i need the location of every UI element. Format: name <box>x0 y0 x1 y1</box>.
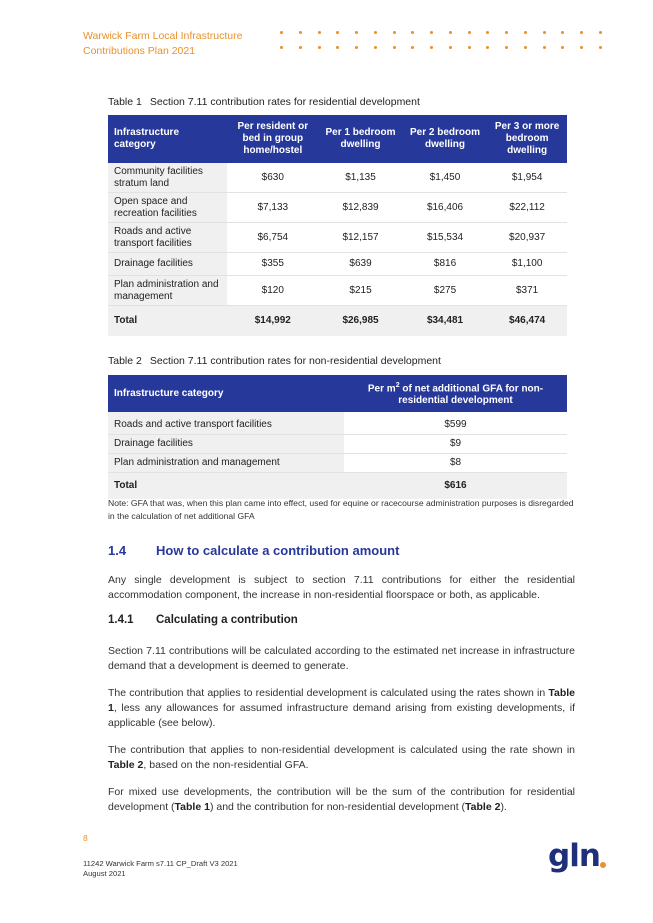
residential-rates-table <box>108 115 567 336</box>
t2-cell: $9 <box>344 435 567 454</box>
table-row <box>108 163 567 193</box>
t2-header-rate <box>344 375 567 412</box>
header-title-line2: Contributions Plan 2021 <box>83 45 196 57</box>
logo-text: gln <box>548 838 600 874</box>
paragraph-2 <box>108 686 575 731</box>
decorative-dot <box>505 31 508 34</box>
t1-cell: $215 <box>318 276 403 306</box>
section-heading <box>108 543 399 558</box>
paragraph-4 <box>108 785 575 815</box>
table-note: Note: GFA that was, when this plan came into effect, used for equine or racecourse administration purposes is disregarded in the calculation of net additional GFA <box>108 498 574 521</box>
t1-total-cell: $46,474 <box>487 306 567 337</box>
t1-cell: Community facilities stratum land <box>108 163 227 193</box>
t1-cell: $355 <box>227 253 318 276</box>
t1-cell: Plan administration and management <box>108 276 227 306</box>
t1-cell: $7,133 <box>227 193 318 223</box>
table-total-row <box>108 306 567 337</box>
p4-text-a: For mixed use developments, the contribution will be the sum of the contribution for residential development ( <box>108 786 575 813</box>
subsection-title: Calculating a contribution <box>156 614 298 626</box>
decorative-dot <box>299 31 302 34</box>
table2-caption <box>108 355 441 367</box>
p3-text-c: , based on the non-residential GFA. <box>143 759 309 771</box>
decorative-dot <box>449 46 452 49</box>
subsection-heading <box>108 614 298 626</box>
t1-cell: $15,534 <box>403 223 488 253</box>
t2-total-cell: $616 <box>344 473 567 500</box>
p2-table-ref: Table 1 <box>108 687 575 714</box>
t1-cell: $1,450 <box>403 163 488 193</box>
decorative-dot <box>393 31 396 34</box>
t1-cell: $275 <box>403 276 488 306</box>
p4-text-c: ) and the contribution for non-residential development ( <box>209 801 466 813</box>
decorative-dot <box>374 31 377 34</box>
t1-cell: $816 <box>403 253 488 276</box>
decorative-dot <box>468 46 471 49</box>
t1-cell: $1,100 <box>487 253 567 276</box>
decorative-dot <box>374 46 377 49</box>
table1-caption-text: Section 7.11 contribution rates for residential development <box>149 96 420 108</box>
t1-cell: $16,406 <box>403 193 488 223</box>
t2-cell: $599 <box>344 416 567 435</box>
decorative-dot <box>318 46 321 49</box>
t1-cell: $1,954 <box>487 163 567 193</box>
t1-header-category: Infrastructure category <box>108 115 227 163</box>
t1-cell: $120 <box>227 276 318 306</box>
t1-header-1-bedroom: Per 1 bedroom dwelling <box>318 115 403 163</box>
t1-cell: $6,754 <box>227 223 318 253</box>
table-row <box>108 416 567 435</box>
t2-cell: Roads and active transport facilities <box>108 416 344 435</box>
decorative-dot <box>430 46 433 49</box>
decorative-dot <box>336 46 339 49</box>
logo-dot-icon <box>600 862 606 868</box>
t2-header-rate-sup: 2 <box>395 381 400 389</box>
decorative-dot <box>468 31 471 34</box>
decorative-dot <box>411 31 414 34</box>
t1-cell: $12,157 <box>318 223 403 253</box>
t1-cell: $1,135 <box>318 163 403 193</box>
t1-cell: $630 <box>227 163 318 193</box>
document-footer <box>83 859 238 879</box>
t1-cell: $20,937 <box>487 223 567 253</box>
section-intro-paragraph: Any single development is subject to section 7.11 contributions for either the residential accommodation component, the increase in non-residential floorspace or both, as applicable. <box>108 574 575 601</box>
header-dot-pattern <box>280 31 610 61</box>
decorative-dot <box>486 46 489 49</box>
decorative-dot <box>411 46 414 49</box>
table-row <box>108 454 567 473</box>
table-total-row <box>108 473 567 500</box>
dot-row <box>280 46 602 49</box>
section-number: 1.4 <box>108 543 127 558</box>
table1-caption-number: Table 1 <box>108 96 142 108</box>
t1-header-per-resident: Per resident or bed in group home/hostel <box>227 115 318 163</box>
p4-table1-ref: Table 1 <box>174 801 210 813</box>
t2-header-rate-post: of net additional GFA for non-residential development <box>398 383 544 407</box>
table-row <box>108 193 567 223</box>
decorative-dot <box>280 46 283 49</box>
t1-cell: Open space and recreation facilities <box>108 193 227 223</box>
t1-total-cell: $14,992 <box>227 306 318 337</box>
t1-total-cell: $26,985 <box>318 306 403 337</box>
header-title-line1: Warwick Farm Local Infrastructure <box>83 30 243 42</box>
decorative-dot <box>599 31 602 34</box>
decorative-dot <box>561 46 564 49</box>
decorative-dot <box>299 46 302 49</box>
t1-total-cell: $34,481 <box>403 306 488 337</box>
subsection-number: 1.4.1 <box>108 614 134 626</box>
t1-header-3-bedroom: Per 3 or more bedroom dwelling <box>487 115 567 163</box>
decorative-dot <box>524 46 527 49</box>
paragraph-1: Section 7.11 contributions will be calculated according to the estimated net increase in infrastructure demand that a development is deemed to generate. <box>108 645 575 672</box>
page-number: 8 <box>83 833 88 843</box>
table-row <box>108 253 567 276</box>
t1-cell: $12,839 <box>318 193 403 223</box>
table2-caption-text: Section 7.11 contribution rates for non-residential development <box>149 355 441 367</box>
table-row <box>108 276 567 306</box>
t2-cell: $8 <box>344 454 567 473</box>
decorative-dot <box>486 31 489 34</box>
t1-cell: Roads and active transport facilities <box>108 223 227 253</box>
table-row <box>108 223 567 253</box>
decorative-dot <box>318 31 321 34</box>
non-residential-rates-table <box>108 375 567 499</box>
t1-cell: $22,112 <box>487 193 567 223</box>
t2-header-rate-pre: Per m <box>367 383 396 395</box>
document-header-title <box>83 29 283 59</box>
decorative-dot <box>561 31 564 34</box>
decorative-dot <box>543 31 546 34</box>
table-row <box>108 435 567 454</box>
t2-cell: Plan administration and management <box>108 454 344 473</box>
p4-table2-ref: Table 2 <box>465 801 501 813</box>
footer-line2: August 2021 <box>83 869 126 878</box>
p3-table-ref: Table 2 <box>108 759 144 771</box>
t1-cell: $639 <box>318 253 403 276</box>
decorative-dot <box>524 31 527 34</box>
decorative-dot <box>505 46 508 49</box>
p4-text-e: ). <box>500 801 507 813</box>
decorative-dot <box>580 46 583 49</box>
paragraph-3 <box>108 743 575 773</box>
t2-total-label: Total <box>108 473 344 500</box>
t2-cell: Drainage facilities <box>108 435 344 454</box>
t1-cell: $371 <box>487 276 567 306</box>
p2-text-c: , less any allowances for assumed infrastructure demand arising from existing developments, if applicable (see below). <box>108 702 575 729</box>
t1-cell: Drainage facilities <box>108 253 227 276</box>
decorative-dot <box>543 46 546 49</box>
dot-row <box>280 31 602 34</box>
p2-text-a: The contribution that applies to residential development is calculated using the rates shown in <box>108 687 549 699</box>
section-title: How to calculate a contribution amount <box>156 543 400 558</box>
footer-line1: 11242 Warwick Farm s7.11 CP_Draft V3 2021 <box>83 859 238 868</box>
t1-total-label: Total <box>108 306 227 337</box>
decorative-dot <box>580 31 583 34</box>
p3-text-a: The contribution that applies to non-residential development is calculated using the rate shown in <box>108 744 575 756</box>
table2-caption-number: Table 2 <box>108 355 142 367</box>
decorative-dot <box>355 31 358 34</box>
t1-header-2-bedroom: Per 2 bedroom dwelling <box>403 115 488 163</box>
decorative-dot <box>336 31 339 34</box>
decorative-dot <box>449 31 452 34</box>
decorative-dot <box>430 31 433 34</box>
decorative-dot <box>355 46 358 49</box>
decorative-dot <box>599 46 602 49</box>
decorative-dot <box>280 31 283 34</box>
t2-header-category: Infrastructure category <box>108 375 344 412</box>
gln-logo <box>548 836 608 876</box>
decorative-dot <box>393 46 396 49</box>
table1-caption <box>108 96 420 108</box>
